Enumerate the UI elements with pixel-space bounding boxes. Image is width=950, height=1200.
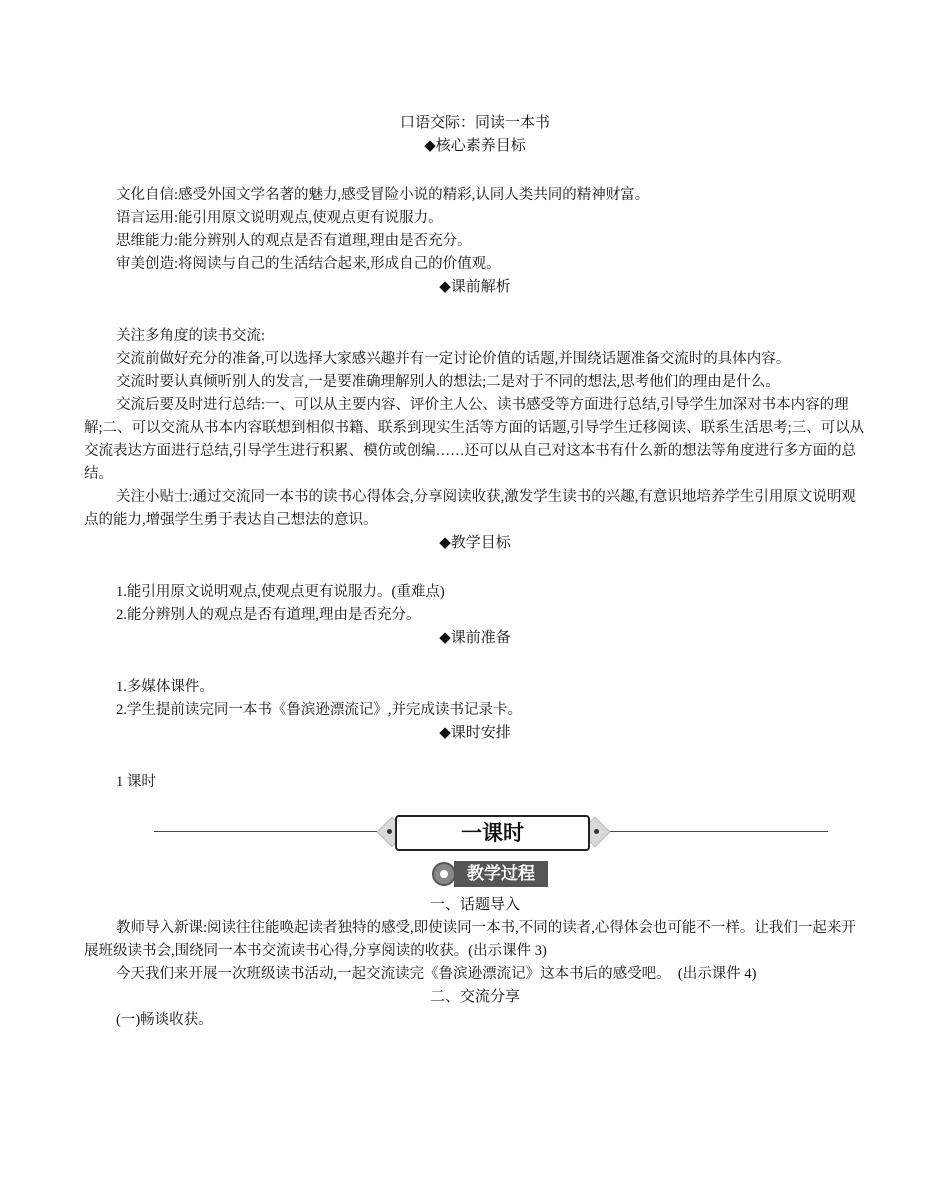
process-heading-intro: 一、话题导入 [429,897,520,913]
analysis-paragraph: 交流后要及时进行总结:一、可以从主要内容、评价主人公、读书感受等方面进行总结,引导学生加深对书本内容的理解;二、可以交流从书本内容联想到相似书籍、联系到现实生活等方面的话题,引导学生迁移阅读、联系生活思考;三、可以从交流表达方面进行总结,引导学生进行积累、模仿或创编……还可以从自己对这本书有什么新的想法等角度进行多方面的总结。 [84,397,865,482]
core-item: 审美创造:将阅读与自己的生活结合起来,形成自己的价值观。 [116,256,501,272]
dot-ornament-right [594,829,599,834]
process-paragraph: 教师导入新课:阅读往往能唤起读者独特的感受,即使读同一本书,不同的读者,心得体会也可能不一样。让我们一起来开展班级读书会,围绕同一本书交流读书心得,分享阅读的收获。(出示课件 3) [84,920,856,959]
spacer [84,299,866,323]
prep-item: 1.多媒体课件。 [116,679,214,695]
banner-rule-right [596,831,828,832]
core-item: 文化自信:感受外国文学名著的魅力,感受冒险小说的精彩,认同人类共同的精神财富。 [116,187,650,203]
target-icon [432,862,456,886]
process-paragraph: 今天我们来开展一次班级读书活动,一起交流读完《鲁滨逊漂流记》这本书后的感受吧。 (出示课件 4) [116,966,757,982]
teaching-process-tag [432,861,548,887]
section-heading-schedule: ◆课时安排 [439,725,511,741]
process-paragraph: (一)畅谈收获。 [116,1012,213,1028]
schedule-text: 1 课时 [116,774,156,790]
section-heading-analysis: ◆课前解析 [439,279,511,295]
prep-item: 2.学生提前读完同一本书《鲁滨逊漂流记》,并完成读书记录卡。 [116,702,522,718]
process-heading-share: 二、交流分享 [429,989,520,1005]
section-heading-prep: ◆课前准备 [439,630,511,646]
spacer [84,745,866,769]
core-item: 思维能力:能分辨别人的观点是否有道理,理由是否充分。 [116,233,472,249]
page-title: 口语交际：同读一本书 [399,115,550,131]
analysis-paragraph: 交流时要认真倾听别人的发言,一是要准确理解别人的想法;二是对于不同的想法,思考他们的理由是什么。 [116,374,780,390]
core-item: 语言运用:能引用原文说明观点,使观点更有说服力。 [116,210,443,226]
goal-item: 1.能引用原文说明观点,使观点更有说服力。(重难点) [116,584,445,600]
teaching-process-label: 教学过程 [454,861,548,887]
spacer [84,158,866,182]
spacer [84,555,866,579]
banner-rule-left [154,831,390,832]
spacer [84,650,866,674]
banner-title: 一课时 [395,815,590,851]
lesson-banner [84,806,866,884]
analysis-paragraph: 交流前做好充分的准备,可以选择大家感兴趣并有一定讨论价值的话题,并围绕话题准备交流时的具体内容。 [116,351,791,367]
goal-item: 2.能分辨别人的观点是否有道理,理由是否充分。 [116,607,421,623]
section-heading-goals: ◆教学目标 [439,535,511,551]
document-page [84,112,866,1032]
analysis-paragraph: 关注多角度的读书交流: [116,328,266,344]
section-heading-core: ◆核心素养目标 [424,138,526,154]
analysis-paragraph: 关注小贴士:通过交流同一本书的读书心得体会,分享阅读收获,激发学生读书的兴趣,有意识地培养学生引用原文说明观点的能力,增强学生勇于表达自己想法的意识。 [84,489,856,528]
dot-ornament-left [387,829,392,834]
